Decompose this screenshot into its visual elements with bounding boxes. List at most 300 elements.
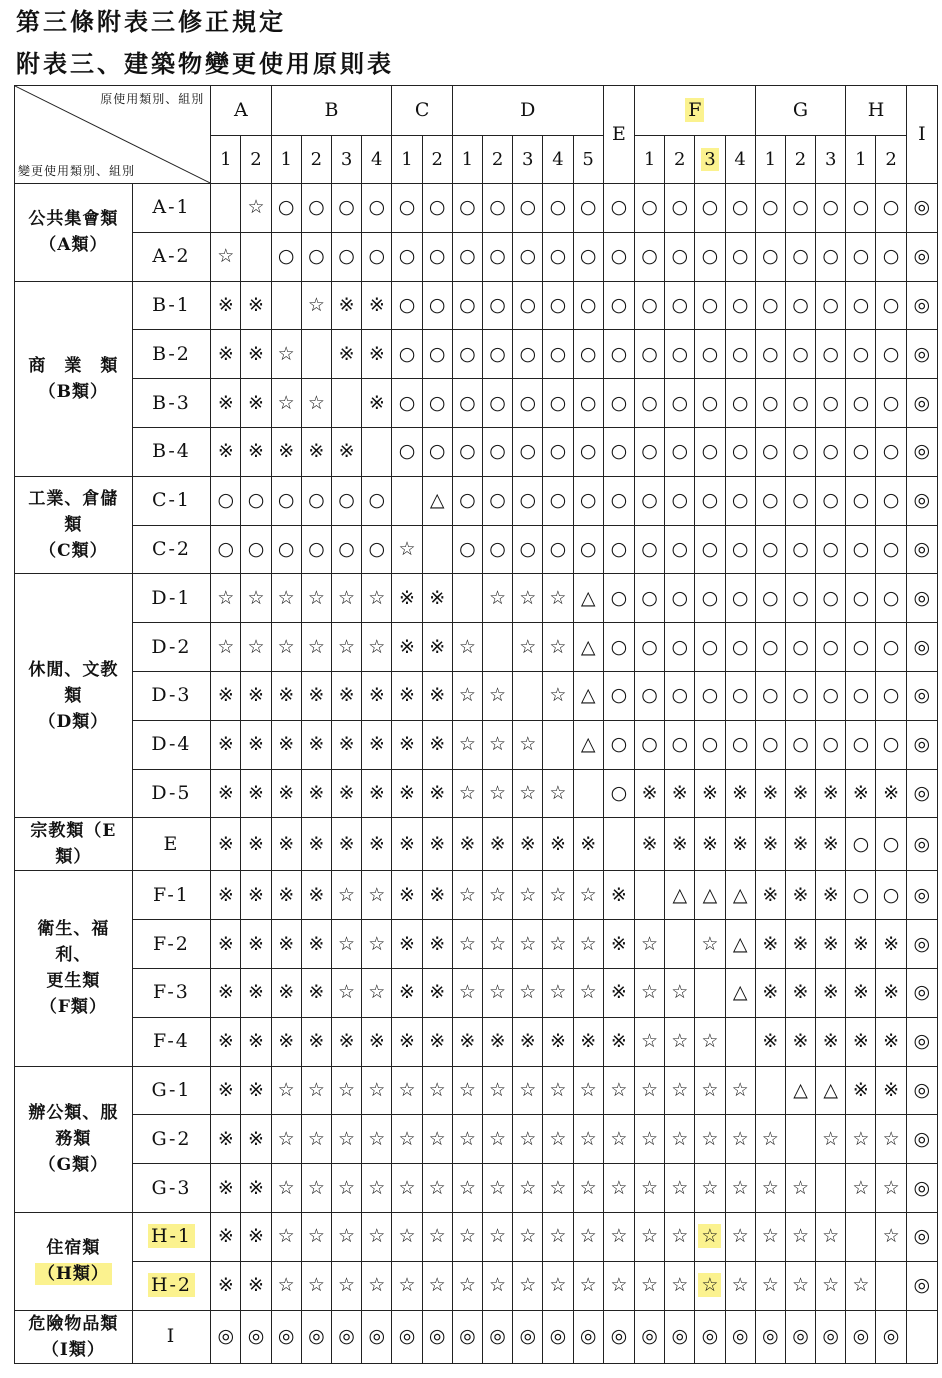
table-row — [15, 818, 938, 871]
table-cell: ☆ — [573, 1261, 603, 1310]
table-cell: ※ — [331, 671, 361, 720]
table-cell: ○ — [665, 427, 695, 476]
table-cell: ※ — [846, 769, 876, 818]
subgroup-header: 2 — [482, 136, 512, 184]
table-cell: ※ — [876, 1066, 906, 1115]
table-cell: ☆ — [665, 1115, 695, 1164]
document-title-line1: 第三條附表三修正規定 — [16, 7, 286, 36]
table-cell: ☆ — [513, 1164, 543, 1213]
table-cell: ※ — [573, 1017, 603, 1066]
table-cell: ◎ — [513, 1310, 543, 1363]
group-header-i: I — [906, 86, 937, 184]
table-cell: ◎ — [906, 1115, 937, 1164]
table-cell: ☆ — [301, 379, 331, 428]
table-cell: ○ — [725, 720, 755, 769]
corner-original-use-label: 原使用類別、組別 — [100, 92, 205, 106]
table-cell: ○ — [665, 720, 695, 769]
table-cell: ○ — [603, 427, 634, 476]
table-cell: ◎ — [906, 281, 937, 330]
table-cell: ※ — [755, 920, 785, 969]
table-cell — [573, 769, 603, 818]
table-cell — [695, 968, 725, 1017]
table-cell: ☆ — [211, 623, 241, 672]
table-cell: ※ — [241, 720, 271, 769]
table-cell: ※ — [422, 818, 452, 871]
subgroup-header: 5 — [573, 136, 603, 184]
table-cell: ☆ — [513, 968, 543, 1017]
table-cell: ※ — [846, 968, 876, 1017]
table-cell: ☆ — [543, 968, 573, 1017]
table-cell: ☆ — [513, 1066, 543, 1115]
table-cell: ※ — [211, 330, 241, 379]
table-cell: △ — [573, 720, 603, 769]
category-label — [15, 574, 133, 818]
table-cell: ○ — [603, 769, 634, 818]
table-cell: ☆ — [301, 574, 331, 623]
table-cell: ○ — [816, 330, 846, 379]
table-cell: ○ — [513, 525, 543, 574]
group-header-d: D — [452, 86, 603, 136]
table-cell: ※ — [392, 623, 422, 672]
table-cell: ○ — [785, 720, 815, 769]
table-cell: ○ — [725, 184, 755, 233]
header-row-groups — [15, 86, 938, 136]
table-cell: ◎ — [906, 871, 937, 920]
table-cell: ※ — [211, 1066, 241, 1115]
table-cell: ※ — [362, 330, 392, 379]
table-cell: ○ — [452, 525, 482, 574]
table-cell: ○ — [543, 232, 573, 281]
table-cell: ○ — [725, 281, 755, 330]
table-cell: ○ — [816, 379, 846, 428]
table-cell: ☆ — [513, 623, 543, 672]
table-cell: ※ — [301, 968, 331, 1017]
table-cell: ○ — [573, 525, 603, 574]
table-cell: ◎ — [573, 1310, 603, 1363]
table-cell: ☆ — [482, 574, 512, 623]
table-cell: ○ — [846, 427, 876, 476]
table-cell: ◎ — [906, 720, 937, 769]
table-cell: ☆ — [725, 1164, 755, 1213]
table-cell: ○ — [695, 671, 725, 720]
table-cell: ※ — [785, 871, 815, 920]
table-cell — [452, 574, 482, 623]
table-cell: ○ — [603, 720, 634, 769]
table-cell: ☆ — [876, 1115, 906, 1164]
table-cell: ☆ — [846, 1115, 876, 1164]
table-cell: ☆ — [785, 1261, 815, 1310]
table-cell: ☆ — [755, 1164, 785, 1213]
table-cell: ☆ — [362, 574, 392, 623]
table-cell: ○ — [665, 184, 695, 233]
table-cell: ○ — [785, 379, 815, 428]
table-cell: ○ — [392, 184, 422, 233]
table-cell: ○ — [452, 427, 482, 476]
category-label — [15, 281, 133, 476]
table-cell: ○ — [695, 232, 725, 281]
table-cell: ○ — [725, 427, 755, 476]
table-cell: ※ — [241, 968, 271, 1017]
table-cell: ※ — [725, 769, 755, 818]
table-cell — [331, 379, 361, 428]
table-cell: ☆ — [331, 1261, 361, 1310]
row-label: G-3 — [132, 1164, 210, 1213]
table-row — [15, 871, 938, 920]
table-cell: ☆ — [331, 1212, 361, 1261]
table-cell: ☆ — [513, 1212, 543, 1261]
table-cell: ☆ — [785, 1212, 815, 1261]
table-cell — [695, 1212, 725, 1261]
table-row — [15, 720, 938, 769]
table-cell: ◎ — [846, 1310, 876, 1363]
table-cell: ○ — [695, 379, 725, 428]
table-cell: ☆ — [573, 871, 603, 920]
table-cell: ※ — [876, 968, 906, 1017]
table-cell: ○ — [573, 232, 603, 281]
table-cell: ○ — [634, 379, 664, 428]
table-cell: ☆ — [482, 968, 512, 1017]
table-cell: ☆ — [603, 1066, 634, 1115]
category-label-line: 危險物品類 — [28, 1313, 119, 1334]
table-cell: ☆ — [513, 871, 543, 920]
table-cell: ◎ — [906, 671, 937, 720]
table-cell: ○ — [331, 184, 361, 233]
subgroup-header: 1 — [846, 136, 876, 184]
table-cell: ※ — [422, 720, 452, 769]
table-cell: ○ — [513, 476, 543, 525]
table-cell: ○ — [482, 525, 512, 574]
table-cell: ◎ — [603, 1310, 634, 1363]
table-cell: ○ — [634, 720, 664, 769]
table-cell: ◎ — [906, 769, 937, 818]
table-cell: ※ — [422, 671, 452, 720]
table-cell: ◎ — [906, 525, 937, 574]
table-cell: ◎ — [906, 818, 937, 871]
table-cell: ☆ — [482, 1066, 512, 1115]
table-cell: ○ — [725, 574, 755, 623]
diagonal-header-cell — [15, 86, 211, 184]
row-label: D-2 — [132, 623, 210, 672]
table-cell: ○ — [513, 281, 543, 330]
row-label: B-4 — [132, 427, 210, 476]
table-cell: ◎ — [906, 1164, 937, 1213]
table-cell: ☆ — [452, 920, 482, 969]
table-cell: ○ — [603, 232, 634, 281]
table-cell: ☆ — [301, 623, 331, 672]
table-cell: ☆ — [816, 1261, 846, 1310]
table-cell: ☆ — [482, 720, 512, 769]
table-cell: ○ — [846, 720, 876, 769]
table-cell: ☆ — [725, 1115, 755, 1164]
table-cell: ※ — [211, 1212, 241, 1261]
table-cell — [392, 476, 422, 525]
table-cell: ※ — [301, 1017, 331, 1066]
table-cell: ○ — [876, 871, 906, 920]
row-label: A-1 — [132, 184, 210, 233]
table-cell: ◎ — [906, 1066, 937, 1115]
category-label — [15, 476, 133, 574]
table-row — [15, 1261, 938, 1310]
table-row — [15, 184, 938, 233]
table-cell: ○ — [755, 476, 785, 525]
table-cell: ○ — [634, 330, 664, 379]
table-cell: ☆ — [271, 379, 301, 428]
table-cell: ☆ — [362, 1212, 392, 1261]
table-cell: ※ — [211, 968, 241, 1017]
table-cell: ○ — [785, 330, 815, 379]
table-cell: ○ — [452, 281, 482, 330]
table-cell: ※ — [422, 574, 452, 623]
table-cell: ◎ — [785, 1310, 815, 1363]
table-cell: ◎ — [876, 1310, 906, 1363]
table-cell: △ — [725, 968, 755, 1017]
table-cell: ○ — [482, 427, 512, 476]
table-row — [15, 427, 938, 476]
table-cell: ☆ — [362, 1164, 392, 1213]
table-cell: ※ — [241, 427, 271, 476]
table-cell: ☆ — [573, 1115, 603, 1164]
table-cell: ○ — [573, 427, 603, 476]
table-cell — [634, 871, 664, 920]
table-cell: ☆ — [665, 968, 695, 1017]
table-cell: ○ — [634, 427, 664, 476]
table-cell: ※ — [271, 968, 301, 1017]
subgroup-header: 4 — [543, 136, 573, 184]
table-cell — [422, 525, 452, 574]
row-label: B-1 — [132, 281, 210, 330]
table-cell: ○ — [846, 281, 876, 330]
table-cell: ☆ — [362, 1066, 392, 1115]
table-cell: ☆ — [573, 920, 603, 969]
subgroup-header: 3 — [816, 136, 846, 184]
table-cell: ※ — [392, 769, 422, 818]
category-label — [15, 818, 133, 871]
table-cell: ☆ — [573, 1164, 603, 1213]
highlight-mark: （H類） — [35, 1263, 112, 1285]
table-cell: ○ — [271, 476, 301, 525]
table-cell: ※ — [301, 720, 331, 769]
table-cell — [362, 427, 392, 476]
table-cell: ※ — [422, 623, 452, 672]
table-cell: ※ — [392, 818, 422, 871]
table-cell: ☆ — [271, 623, 301, 672]
table-cell: ※ — [725, 818, 755, 871]
table-cell: ※ — [211, 1017, 241, 1066]
table-cell: ☆ — [513, 574, 543, 623]
table-cell — [241, 232, 271, 281]
table-cell: ◎ — [755, 1310, 785, 1363]
table-cell: ○ — [785, 671, 815, 720]
table-row — [15, 1310, 938, 1363]
highlight-mark: ☆ — [698, 1273, 721, 1297]
table-cell — [695, 1261, 725, 1310]
table-cell: ※ — [331, 1017, 361, 1066]
table-cell: ☆ — [543, 1115, 573, 1164]
table-cell: ◎ — [906, 623, 937, 672]
row-label — [132, 1212, 210, 1261]
table-cell: ※ — [816, 1017, 846, 1066]
table-row — [15, 769, 938, 818]
table-cell: ○ — [392, 281, 422, 330]
table-cell — [513, 671, 543, 720]
table-cell: ☆ — [271, 1261, 301, 1310]
table-cell: ☆ — [452, 1066, 482, 1115]
category-label-line: 休閒、文教 — [28, 659, 119, 680]
table-cell: ◎ — [906, 1261, 937, 1310]
table-cell: ◎ — [271, 1310, 301, 1363]
table-cell: ○ — [876, 427, 906, 476]
table-cell: ☆ — [543, 1212, 573, 1261]
table-cell: ☆ — [513, 920, 543, 969]
table-cell: ◎ — [906, 1017, 937, 1066]
table-cell: ☆ — [422, 1261, 452, 1310]
category-label-line: 辦公類、服 — [28, 1103, 119, 1124]
subgroup-header: 1 — [634, 136, 664, 184]
table-cell: ☆ — [362, 1115, 392, 1164]
category-label — [15, 1310, 133, 1363]
table-cell: ○ — [725, 232, 755, 281]
table-cell: ☆ — [634, 1261, 664, 1310]
table-cell: ※ — [211, 281, 241, 330]
table-cell: ※ — [211, 720, 241, 769]
table-cell: ○ — [816, 574, 846, 623]
table-cell: ☆ — [482, 871, 512, 920]
table-cell: ○ — [785, 525, 815, 574]
table-cell: ◎ — [725, 1310, 755, 1363]
table-cell: ☆ — [452, 1115, 482, 1164]
table-cell: ○ — [603, 281, 634, 330]
table-cell: ○ — [725, 525, 755, 574]
table-cell: ☆ — [543, 1164, 573, 1213]
table-cell: ☆ — [362, 623, 392, 672]
table-cell: ☆ — [211, 574, 241, 623]
row-label: C-1 — [132, 476, 210, 525]
row-label: A-2 — [132, 232, 210, 281]
table-cell: ※ — [301, 818, 331, 871]
table-cell: ○ — [543, 525, 573, 574]
table-cell: ※ — [241, 330, 271, 379]
table-cell: ☆ — [543, 574, 573, 623]
table-cell: ◎ — [695, 1310, 725, 1363]
subgroup-header: 1 — [755, 136, 785, 184]
table-cell: ※ — [211, 871, 241, 920]
table-cell: ○ — [876, 330, 906, 379]
table-row — [15, 476, 938, 525]
category-label-line: （F類） — [39, 997, 107, 1018]
table-row — [15, 525, 938, 574]
row-label: G-1 — [132, 1066, 210, 1115]
table-cell: ○ — [725, 623, 755, 672]
table-cell: ☆ — [785, 1164, 815, 1213]
table-cell: ※ — [816, 818, 846, 871]
table-cell: ○ — [331, 476, 361, 525]
table-cell: ○ — [876, 281, 906, 330]
table-cell: ※ — [211, 769, 241, 818]
table-cell: ○ — [665, 232, 695, 281]
table-cell — [301, 330, 331, 379]
table-cell: ○ — [362, 525, 392, 574]
table-cell: ○ — [665, 574, 695, 623]
table-cell: ☆ — [634, 1066, 664, 1115]
table-cell: ☆ — [482, 769, 512, 818]
table-cell: ※ — [543, 1017, 573, 1066]
table-cell: ☆ — [755, 1115, 785, 1164]
table-cell: ☆ — [271, 1066, 301, 1115]
table-cell: ○ — [785, 574, 815, 623]
table-cell: ☆ — [755, 1212, 785, 1261]
table-cell: ☆ — [543, 920, 573, 969]
table-cell — [906, 1310, 937, 1363]
table-cell: ☆ — [634, 968, 664, 1017]
table-cell: ◎ — [241, 1310, 271, 1363]
table-row — [15, 920, 938, 969]
table-cell: ☆ — [452, 1261, 482, 1310]
row-label: F-3 — [132, 968, 210, 1017]
table-cell: ※ — [573, 818, 603, 871]
table-cell: ※ — [876, 769, 906, 818]
table-cell — [482, 623, 512, 672]
table-cell: ☆ — [331, 574, 361, 623]
table-cell: ○ — [785, 184, 815, 233]
table-cell: ○ — [816, 525, 846, 574]
table-cell: ※ — [331, 281, 361, 330]
table-cell: ○ — [755, 623, 785, 672]
highlight-mark: F — [685, 98, 704, 122]
table-cell: ☆ — [725, 1261, 755, 1310]
table-cell: ※ — [362, 1017, 392, 1066]
table-cell: ※ — [271, 671, 301, 720]
category-label-line: 商 業 類 — [28, 355, 119, 376]
table-cell: ※ — [301, 871, 331, 920]
table-cell: ○ — [846, 379, 876, 428]
table-cell: ☆ — [665, 1066, 695, 1115]
table-cell: ☆ — [695, 1017, 725, 1066]
table-cell: ※ — [755, 769, 785, 818]
table-cell: △ — [695, 871, 725, 920]
table-cell: ◎ — [634, 1310, 664, 1363]
table-cell: ※ — [785, 1017, 815, 1066]
table-cell: △ — [422, 476, 452, 525]
table-cell: ☆ — [816, 1212, 846, 1261]
table-cell: ☆ — [482, 1212, 512, 1261]
table-cell: ☆ — [725, 1066, 755, 1115]
table-cell: ※ — [271, 769, 301, 818]
table-cell: ○ — [665, 525, 695, 574]
table-row — [15, 574, 938, 623]
table-cell: ※ — [301, 671, 331, 720]
subgroup-header: 1 — [452, 136, 482, 184]
table-cell: ☆ — [241, 574, 271, 623]
table-cell: ○ — [482, 184, 512, 233]
table-cell: ※ — [603, 1017, 634, 1066]
subgroup-header: 2 — [422, 136, 452, 184]
table-cell: ☆ — [846, 1261, 876, 1310]
table-cell: ☆ — [573, 968, 603, 1017]
table-cell: ※ — [301, 769, 331, 818]
table-cell: ※ — [271, 720, 301, 769]
table-cell: ○ — [331, 525, 361, 574]
table-cell: ☆ — [392, 1261, 422, 1310]
category-label-line: 類） — [55, 847, 92, 868]
table-cell: ○ — [634, 232, 664, 281]
table-cell: ○ — [634, 525, 664, 574]
table-cell: ※ — [513, 818, 543, 871]
table-cell: ◎ — [816, 1310, 846, 1363]
table-cell: ○ — [482, 232, 512, 281]
table-cell: ○ — [785, 476, 815, 525]
table-cell: ○ — [785, 281, 815, 330]
table-cell: ○ — [543, 427, 573, 476]
